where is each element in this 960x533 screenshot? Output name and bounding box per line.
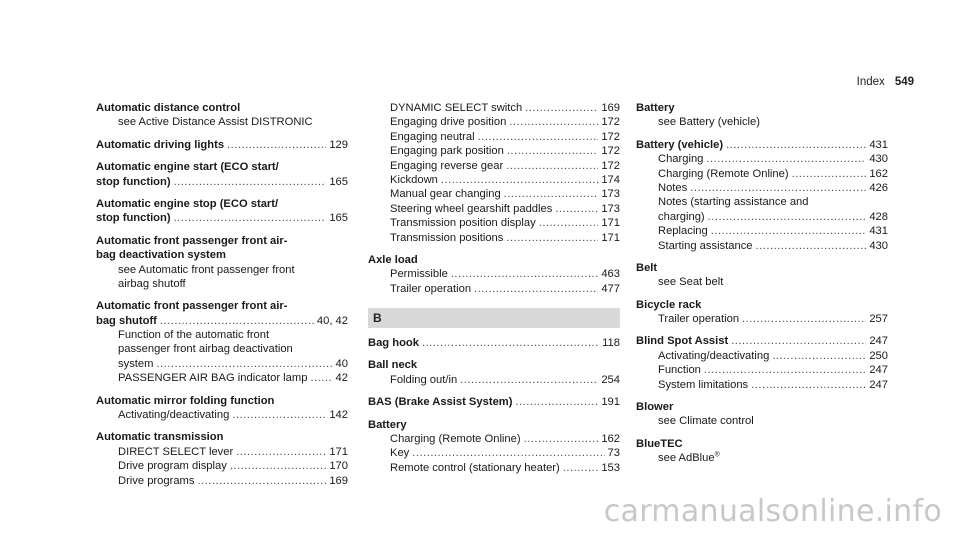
leader-dots [310, 371, 332, 385]
page-reference: 247 [869, 364, 888, 377]
page-reference: 171 [329, 445, 348, 458]
page-reference: 431 [869, 138, 888, 151]
index-heading: Battery [368, 418, 407, 431]
index-heading: Blind Spot Assist [636, 335, 729, 348]
page-reference: 172 [601, 145, 620, 158]
header-label: Index [856, 76, 885, 88]
page-reference: 118 [602, 337, 620, 350]
index-entry [368, 101, 620, 115]
index-entry [636, 261, 888, 275]
index-entry [636, 400, 888, 414]
page-reference: 165 [329, 212, 348, 225]
index-heading: Battery (vehicle) [636, 138, 724, 151]
index-entry [368, 231, 620, 245]
leader-dots [506, 231, 598, 245]
index-subentry: Engaging reverse gear [390, 159, 504, 172]
leader-dots [412, 446, 604, 460]
leader-dots [524, 432, 599, 446]
page-reference: 174 [601, 173, 620, 186]
leader-dots [460, 373, 598, 387]
leader-dots [156, 357, 332, 371]
page-reference: 477 [601, 282, 620, 295]
leader-dots [742, 312, 866, 326]
leader-dots [726, 138, 866, 152]
leader-dots [756, 239, 867, 253]
index-entry [96, 408, 348, 422]
index-heading: stop function) [96, 212, 171, 225]
index-entry [368, 418, 620, 432]
index-subentry: see AdBlue® [658, 451, 720, 465]
leader-dots [539, 216, 599, 230]
leader-dots [711, 224, 867, 238]
index-heading: Automatic front passenger front air- [96, 300, 288, 313]
index-heading: Bicycle rack [636, 298, 702, 311]
leader-dots [563, 461, 599, 475]
leader-dots [507, 144, 599, 158]
leader-dots [515, 395, 598, 409]
index-entry [96, 445, 348, 459]
index-subentry: Trailer operation [658, 313, 740, 326]
index-heading: BAS (Brake Assist System) [368, 396, 513, 409]
index-subentry: Engaging park position [390, 145, 504, 158]
index-entry [368, 144, 620, 158]
index-heading: Blower [636, 401, 674, 414]
index-subentry: see Seat belt [658, 276, 724, 289]
index-entry [96, 138, 348, 152]
leader-dots [422, 336, 599, 350]
page-reference: 257 [869, 313, 888, 326]
index-entry [96, 263, 348, 277]
index-column-1 [96, 101, 348, 488]
leader-dots [706, 152, 866, 166]
page-reference: 170 [329, 460, 348, 473]
registered-mark: ® [714, 451, 720, 459]
index-subentry: Drive programs [118, 474, 195, 487]
index-subentry: Key [390, 447, 410, 460]
index-heading: Automatic engine start (ECO start/ [96, 161, 279, 174]
page-reference: 191 [601, 396, 620, 409]
leader-dots [197, 474, 326, 488]
page-reference: 73 [607, 447, 620, 460]
index-heading: Axle load [368, 253, 418, 266]
index-heading: Belt [636, 261, 658, 274]
leader-dots [555, 202, 598, 216]
page-reference: 172 [601, 130, 620, 143]
page-header [857, 76, 914, 88]
index-entry [368, 446, 620, 460]
index-entry [96, 328, 348, 342]
page-reference: 40 [335, 357, 348, 370]
index-entry [636, 451, 888, 465]
index-entry [96, 430, 348, 444]
page-reference: 463 [601, 268, 620, 281]
page-reference: 172 [601, 116, 620, 129]
index-entry [636, 239, 888, 253]
index-heading: bag shutoff [96, 314, 157, 327]
leader-dots [236, 445, 326, 459]
index-subentry: DYNAMIC SELECT switch [390, 102, 523, 114]
index-subentry: Steering wheel gearshift paddles [390, 202, 553, 215]
index-entry [368, 461, 620, 475]
index-entry [96, 371, 348, 385]
page-number: 549 [894, 76, 914, 88]
page-reference: 142 [329, 409, 348, 422]
index-subentry: PASSENGER AIR BAG indicator lamp [118, 372, 308, 385]
index-subentry: airbag shutoff [118, 277, 186, 290]
leader-dots [690, 181, 866, 195]
index-entry [368, 115, 620, 129]
page-reference: 162 [869, 167, 888, 180]
page-reference: 129 [329, 138, 348, 151]
index-subentry: charging) [658, 210, 705, 223]
index-entry [368, 336, 620, 350]
leader-dots [506, 159, 598, 173]
index-subentry: Drive program display [118, 460, 227, 473]
leader-dots [232, 408, 326, 422]
index-entry [368, 373, 620, 387]
index-entry [636, 414, 888, 428]
index-entry [96, 197, 348, 211]
page-reference: 430 [869, 239, 888, 252]
index-entry [636, 210, 888, 224]
index-entry [636, 298, 888, 312]
page-reference: 173 [601, 202, 620, 215]
index-entry [368, 159, 620, 173]
index-subentry: Engaging drive position [390, 116, 507, 129]
index-entry [636, 275, 888, 289]
index-entry [368, 130, 620, 144]
index-entry [636, 181, 888, 195]
index-subentry: Notes [658, 181, 688, 194]
page-reference: 250 [869, 349, 888, 362]
index-subentry: see Battery (vehicle) [658, 116, 760, 129]
index-subentry: DIRECT SELECT lever [118, 445, 234, 458]
index-column-2 [368, 101, 620, 475]
index-subentry: Charging (Remote Online) [658, 167, 789, 180]
index-column-3 [636, 101, 888, 466]
index-entry [368, 202, 620, 216]
index-subentry: Notes (starting assistance and [658, 196, 809, 209]
index-subentry: Replacing [658, 225, 708, 238]
page-reference: 172 [601, 159, 620, 172]
index-entry [368, 187, 620, 201]
leader-dots [792, 167, 867, 181]
index-entry [636, 224, 888, 238]
index-entry [368, 282, 620, 296]
index-entry [96, 357, 348, 371]
leader-dots [731, 334, 866, 348]
leader-dots [174, 211, 327, 225]
leader-dots [708, 210, 867, 224]
page-reference: 40, 42 [316, 314, 348, 327]
page-reference: 165 [329, 175, 348, 188]
index-subentry: see Climate control [658, 415, 754, 428]
page-reference: 42 [335, 372, 348, 385]
index-subentry: Folding out/in [390, 373, 458, 386]
index-entry [368, 395, 620, 409]
index-subentry: System limitations [658, 378, 749, 391]
index-heading: Ball neck [368, 359, 418, 372]
index-entry [96, 101, 348, 115]
section-letter-b: B [368, 308, 620, 328]
index-subentry: passenger front airbag deactivation [118, 343, 293, 356]
index-entry [368, 253, 620, 267]
index-subentry: Remote control (stationary heater) [390, 461, 560, 474]
index-entry [368, 358, 620, 372]
index-heading: Bag hook [368, 337, 419, 350]
index-entry [96, 314, 348, 328]
page-reference: 426 [869, 181, 888, 194]
index-subentry: Function [658, 364, 701, 377]
index-subentry: Activating/deactivating [658, 349, 770, 362]
leader-dots [525, 101, 598, 115]
index-entry [636, 167, 888, 181]
index-entry [368, 216, 620, 230]
index-subentry: Starting assistance [658, 239, 753, 252]
leader-dots [772, 349, 866, 363]
index-subentry: Transmission positions [390, 231, 504, 244]
index-subentry: Kickdown [390, 173, 438, 186]
page-reference: 247 [869, 378, 888, 391]
index-subentry: see Active Distance Assist DISTRONIC [118, 116, 313, 129]
page-reference: 254 [601, 373, 620, 386]
index-subentry: see Automatic front passenger front [118, 263, 295, 276]
index-entry [368, 267, 620, 281]
index-subentry: Permissible [390, 268, 448, 281]
index-subentry: Function of the automatic front [118, 329, 270, 342]
index-subentry: Manual gear changing [390, 188, 501, 201]
index-entry [96, 277, 348, 291]
index-entry [636, 152, 888, 166]
page-reference: 153 [601, 461, 620, 474]
page-reference: 428 [869, 210, 888, 223]
index-subentry: Trailer operation [390, 282, 472, 295]
index-subentry: Charging [658, 153, 704, 166]
leader-dots [451, 267, 599, 281]
index-entry [636, 101, 888, 115]
page-reference: 171 [601, 217, 620, 230]
index-entry [636, 334, 888, 348]
index-entry [96, 115, 348, 129]
page-reference: 431 [869, 225, 888, 238]
page-reference: 247 [869, 335, 888, 348]
index-entry [96, 459, 348, 473]
leader-dots [230, 459, 327, 473]
index-entry [96, 474, 348, 488]
page-reference: 173 [601, 188, 620, 201]
index-heading: Automatic mirror folding function [96, 394, 275, 407]
leader-dots [227, 138, 326, 152]
index-subentry: Charging (Remote Online) [390, 433, 521, 446]
leader-dots [704, 363, 866, 377]
page-reference: 169 [601, 102, 620, 114]
index-heading: stop function) [96, 175, 171, 188]
leader-dots [474, 282, 598, 296]
page-reference: 430 [869, 153, 888, 166]
index-heading: Automatic transmission [96, 431, 224, 444]
index-entry [96, 299, 348, 313]
index-entry [636, 349, 888, 363]
index-heading: Automatic driving lights [96, 138, 225, 151]
index-entry [368, 432, 620, 446]
index-heading: Automatic engine stop (ECO start/ [96, 197, 279, 210]
leader-dots [478, 130, 599, 144]
leader-dots [441, 173, 598, 187]
index-entry [96, 234, 348, 248]
index-entry [368, 173, 620, 187]
index-subentry: Activating/deactivating [118, 409, 230, 422]
index-entry [636, 378, 888, 392]
leader-dots [160, 314, 314, 328]
index-heading: Automatic distance control [96, 102, 241, 114]
leader-dots [174, 175, 327, 189]
index-entry [636, 138, 888, 152]
index-entry [636, 363, 888, 377]
index-subentry: Transmission position display [390, 217, 536, 230]
leader-dots [509, 115, 598, 129]
leader-dots [751, 378, 866, 392]
index-entry [636, 437, 888, 451]
index-heading: Automatic front passenger front air- [96, 234, 288, 247]
leader-dots [504, 187, 599, 201]
page-reference: 169 [329, 474, 348, 487]
index-heading: Battery [636, 102, 675, 114]
page-reference: 162 [601, 433, 620, 446]
index-subentry: system [118, 357, 154, 370]
index-entry [96, 175, 348, 189]
index-entry [96, 394, 348, 408]
index-entry [96, 211, 348, 225]
watermark: carmanualsonline.info [603, 494, 942, 529]
page-reference: 171 [601, 231, 620, 244]
index-entry [636, 312, 888, 326]
index-entry [636, 115, 888, 129]
index-entry [96, 342, 348, 356]
index-heading: BlueTEC [636, 437, 683, 450]
index-heading: bag deactivation system [96, 249, 226, 262]
index-entry [636, 195, 888, 209]
index-subentry: Engaging neutral [390, 130, 475, 143]
index-entry [96, 248, 348, 262]
index-entry [96, 160, 348, 174]
